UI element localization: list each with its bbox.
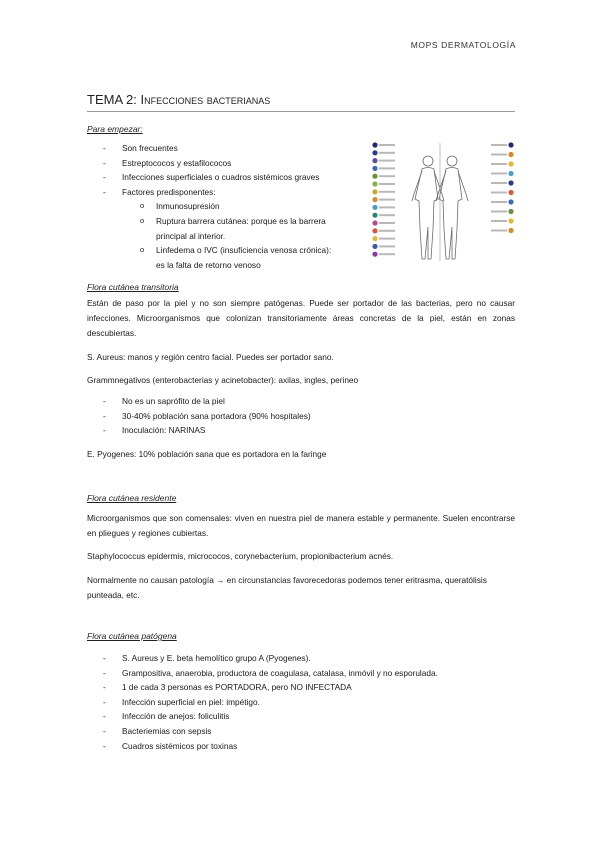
legend-dot <box>508 218 513 223</box>
legend-label-placeholder <box>379 175 395 177</box>
legend-label-placeholder <box>491 173 507 175</box>
list-item: - Cuadros sistémicos por toxinas <box>87 739 438 754</box>
legend-dot <box>372 174 377 179</box>
legend-dot <box>372 220 377 225</box>
legend-label-placeholder <box>379 167 395 169</box>
legend-label-placeholder <box>379 152 395 154</box>
legend-dot <box>372 181 377 186</box>
legend-label-placeholder <box>379 199 395 201</box>
legend-dot <box>372 205 377 210</box>
legend-dot <box>372 189 377 194</box>
transitoria-pyogenes: E. Pyogenes: 10% población sana que es portadora en la faringe <box>87 449 327 459</box>
legend-label-placeholder <box>491 201 507 203</box>
sublist <box>122 199 336 272</box>
list-item: - Bacteriemias con sepsis <box>87 724 438 739</box>
sublist-item: o Ruptura barrera cutánea: porque es la barrera principal al interior. <box>122 214 336 243</box>
transitoria-gram: Grammnegativos (enterobacterias y acinetobacter): axilas, ingles, perineo <box>87 375 359 385</box>
list-item: - Estreptococos y estafilococos <box>87 156 336 171</box>
residente-species: Staphylococcus epidermis, micrococos, corynebacterium, propionibacterium acnés. <box>87 551 394 561</box>
legend-dot <box>372 158 377 163</box>
title-divider <box>87 111 515 112</box>
residente-pathology: Normalmente no causan patología → en circunstancias favorecedoras podemos tener eritrasma, queratólisis punteada, etc. <box>87 575 487 600</box>
section-label-residente: Flora cutánea residente <box>87 493 177 503</box>
legend-label-placeholder <box>379 191 395 193</box>
legend-dot <box>372 197 377 202</box>
list-item-text: Factores predisponentes: <box>122 186 216 197</box>
legend-label-placeholder <box>491 192 507 194</box>
legend-label-placeholder <box>379 214 395 216</box>
section-label-transitoria: Flora cutánea transitoria <box>87 282 179 292</box>
legend-label-placeholder <box>491 211 507 213</box>
intro-list <box>87 141 336 272</box>
legend-dot <box>508 171 513 176</box>
human-silhouette-back <box>436 156 468 259</box>
section-label-intro: Para empezar: <box>87 124 143 134</box>
legend-label-placeholder <box>491 154 507 156</box>
section-label-patogena: Flora cutánea patógena <box>87 631 177 641</box>
list-item: - Infección de anejos: foliculitis <box>87 709 438 724</box>
list-item: - 1 de cada 3 personas es PORTADORA, pero NO INFECTADA <box>87 680 438 695</box>
legend-label-placeholder <box>379 160 395 162</box>
figure-left-legend <box>372 142 395 256</box>
legend-dot <box>372 150 377 155</box>
legend-label-placeholder <box>491 220 507 222</box>
list-item: - 30-40% población sana portadora (90% hospitales) <box>87 409 311 424</box>
legend-label-placeholder <box>379 222 395 224</box>
legend-dot <box>372 228 377 233</box>
transitoria-list <box>87 394 311 438</box>
list-item <box>87 185 336 273</box>
legend-label-placeholder <box>379 206 395 208</box>
topic-number: TEMA 2: <box>87 92 137 107</box>
topic-name: Infecciones bacterianas <box>140 92 271 107</box>
legend-dot <box>508 161 513 166</box>
list-item: - No es un saprófito de la piel <box>87 394 311 409</box>
sublist-item: o Inmunosupresión <box>122 199 336 214</box>
legend-dot <box>372 142 377 147</box>
figure-right-legend <box>491 142 514 233</box>
legend-dot <box>508 228 513 233</box>
legend-dot <box>372 244 377 249</box>
transitoria-paragraph: Están de paso por la piel y no son siempre patógenas. Puede ser portador de las bacterias, pero no causar infecciones. Microorganismos que colonizan transitoriamente áreas concretas de la piel, están en zonas descubiertas. <box>87 298 515 338</box>
legend-label-placeholder <box>379 253 395 255</box>
topic-title <box>87 92 270 107</box>
human-silhouette-front <box>412 156 444 259</box>
legend-label-placeholder <box>379 238 395 240</box>
legend-dot <box>508 180 513 185</box>
transitoria-aureus: S. Aureus: manos y región centro facial. Puedes ser portador sano. <box>87 352 334 362</box>
legend-label-placeholder <box>379 144 395 146</box>
legend-dot <box>508 142 513 147</box>
legend-dot <box>372 236 377 241</box>
list-item: - S. Aureus y E. beta hemolítico grupo A (Pyogenes). <box>87 651 438 666</box>
legend-dot <box>372 252 377 257</box>
legend-label-placeholder <box>379 230 395 232</box>
legend-dot <box>508 199 513 204</box>
legend-dot <box>508 190 513 195</box>
residente-paragraph: Microorganismos que son comensales: viven en nuestra piel de manera estable y permanente. Suelen encontrarse en pliegues y regiones cubiertas. <box>87 513 515 538</box>
legend-dot <box>372 213 377 218</box>
legend-label-placeholder <box>379 245 395 247</box>
legend-label-placeholder <box>491 230 507 232</box>
legend-label-placeholder <box>379 183 395 185</box>
legend-dot <box>508 209 513 214</box>
document-header: MOPS DERMATOLOGÍA <box>410 40 516 50</box>
legend-label-placeholder <box>491 144 507 146</box>
list-item: - Inoculación: NARINAS <box>87 423 311 438</box>
legend-label-placeholder <box>491 163 507 165</box>
list-item: - Son frecuentes <box>87 141 336 156</box>
legend-label-placeholder <box>491 182 507 184</box>
list-item: - Infecciones superficiales o cuadros sistémicos graves <box>87 170 336 185</box>
legend-dot <box>508 152 513 157</box>
sublist-item: o Linfedema o IVC (insuficiencia venosa crónica): es la falta de retorno venoso <box>122 243 336 272</box>
patogena-list <box>87 651 438 753</box>
list-item: - Grampositiva, anaerobia, productora de coagulasa, catalasa, inmóvil y no esporulada. <box>87 666 438 681</box>
legend-dot <box>372 166 377 171</box>
list-item: - Infección superficial en piel: impétigo. <box>87 695 438 710</box>
body-flora-figure <box>370 139 516 265</box>
